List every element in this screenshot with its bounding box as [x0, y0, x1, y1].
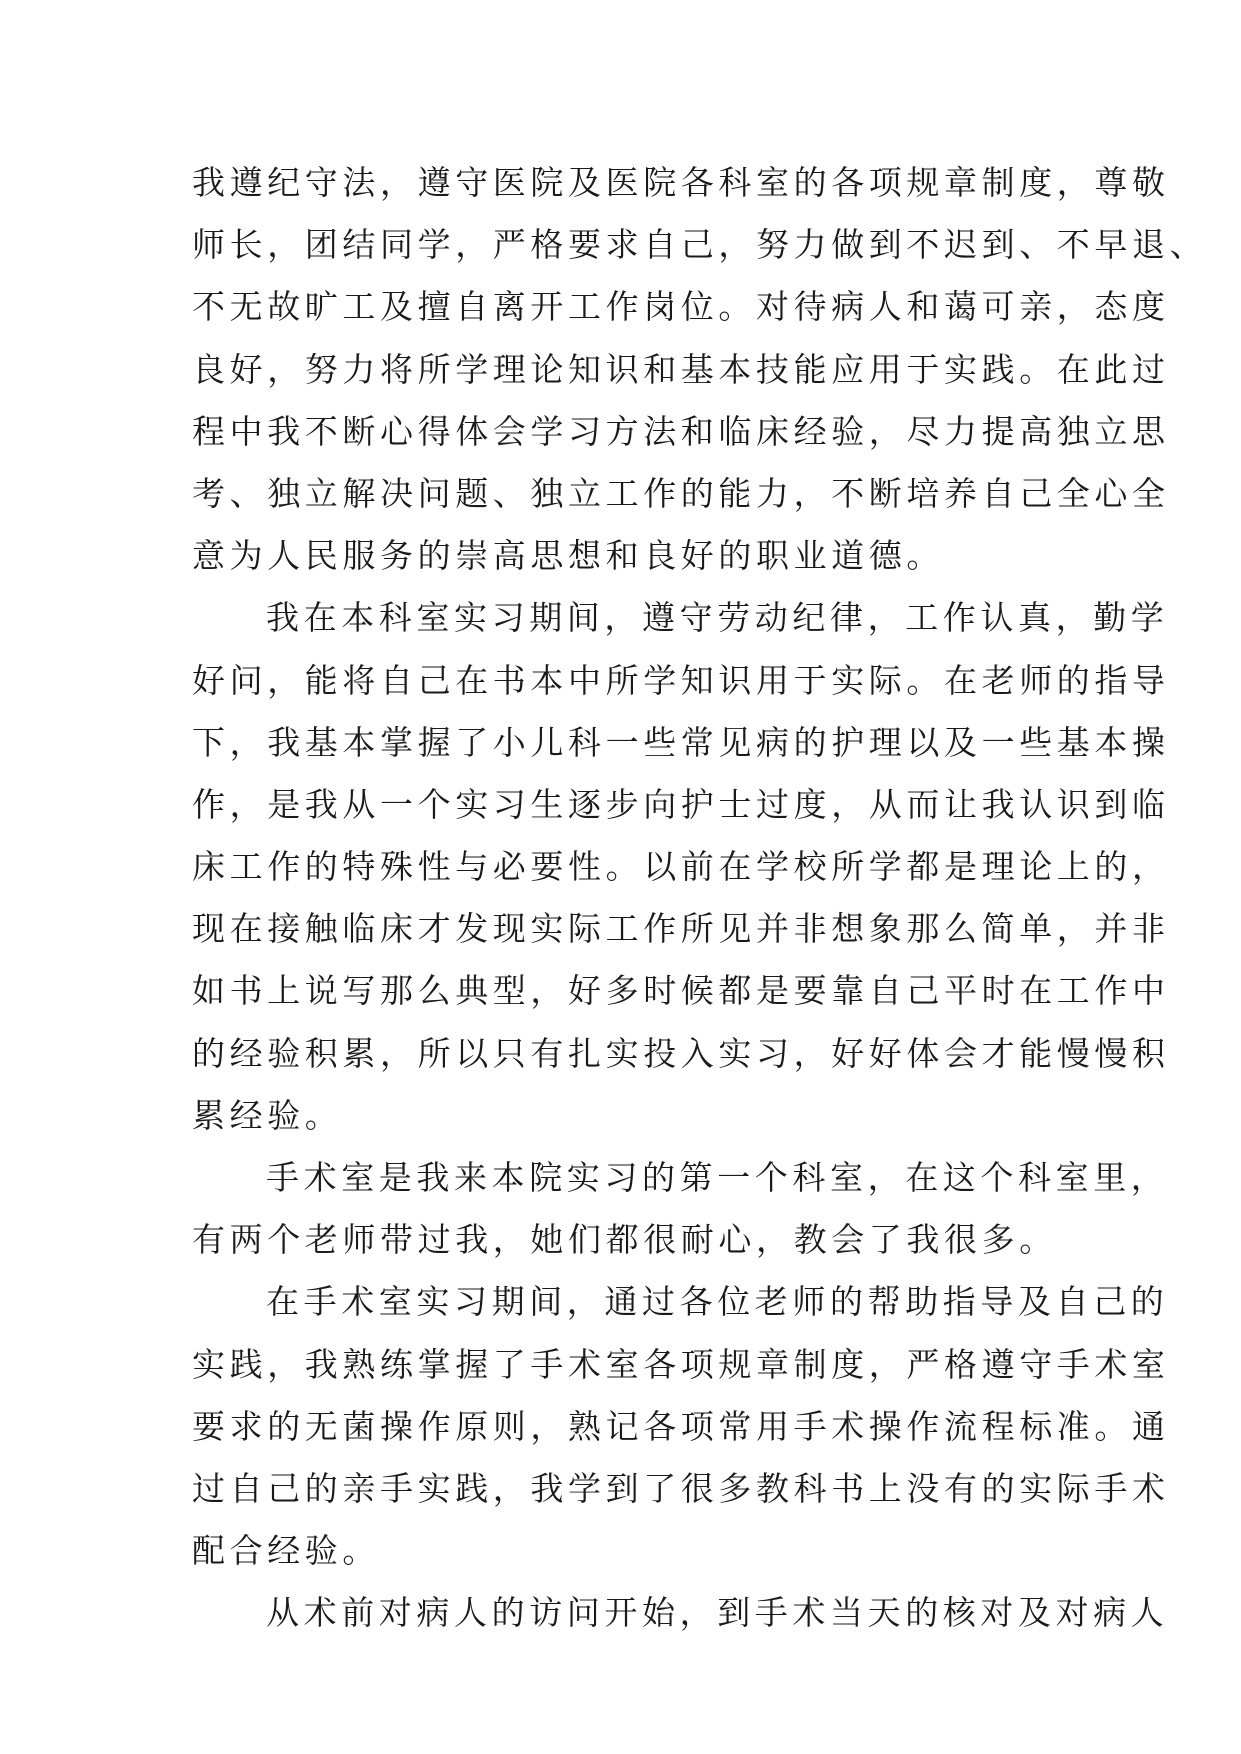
text-line: 意为人民服务的崇高思想和良好的职业道德。 [192, 536, 944, 576]
text-line: 考、独立解决问题、独立工作的能力，不断培养自己全心全 [192, 473, 1170, 513]
text-line: 床工作的特殊性与必要性。以前在学校所学都是理论上的， [192, 847, 1170, 887]
paragraph-first-line: 在手术室实习期间，通过各位老师的帮助指导及自己的 [266, 1282, 1169, 1322]
text-line: 累经验。 [192, 1095, 343, 1135]
text-line: 要求的无菌操作原则，熟记各项常用手术操作流程标准。通 [192, 1406, 1170, 1446]
paragraph-first-line: 手术室是我来本院实习的第一个科室，在这个科室里， [266, 1158, 1169, 1197]
text-line: 作，是我从一个实习生逐步向护士过度，从而让我认识到临 [192, 784, 1170, 824]
text-line: 不无故旷工及擅自离开工作岗位。对待病人和蔼可亲，态度 [192, 287, 1170, 327]
text-line: 配合经验。 [192, 1531, 380, 1571]
text-line: 有两个老师带过我，她们都很耐心，教会了我很多。 [192, 1220, 1057, 1260]
text-line: 我遵纪守法，遵守医院及医院各科室的各项规章制度，尊敬 [192, 163, 1170, 202]
text-line: 良好，努力将所学理论知识和基本技能应用于实践。在此过 [192, 349, 1170, 389]
document-body [192, 152, 1208, 1645]
text-line: 程中我不断心得体会学习方法和临床经验，尽力提高独立思 [192, 411, 1170, 451]
text-line: 如书上说写那么典型，好多时候都是要靠自己平时在工作中 [192, 971, 1170, 1011]
text-line: 师长，团结同学，严格要求自己，努力做到不迟到、不早退、 [192, 225, 1208, 265]
text-line: 过自己的亲手实践，我学到了很多教科书上没有的实际手术 [192, 1468, 1170, 1508]
text-line: 好问，能将自己在书本中所学知识用于实际。在老师的指导 [192, 660, 1170, 700]
text-line: 下，我基本掌握了小儿科一些常见病的护理以及一些基本操 [192, 722, 1170, 762]
text-line: 现在接触临床才发现实际工作所见并非想象那么简单，并非 [192, 909, 1170, 949]
text-line: 实践，我熟练掌握了手术室各项规章制度，严格遵守手术室 [192, 1344, 1170, 1384]
text-line: 的经验积累，所以只有扎实投入实习，好好体会才能慢慢积 [192, 1033, 1170, 1073]
paragraph-first-line: 我在本科室实习期间，遵守劳动纪律，工作认真，勤学 [266, 598, 1169, 638]
paragraph-first-line: 从术前对病人的访问开始，到手术当天的核对及对病人 [266, 1593, 1169, 1633]
